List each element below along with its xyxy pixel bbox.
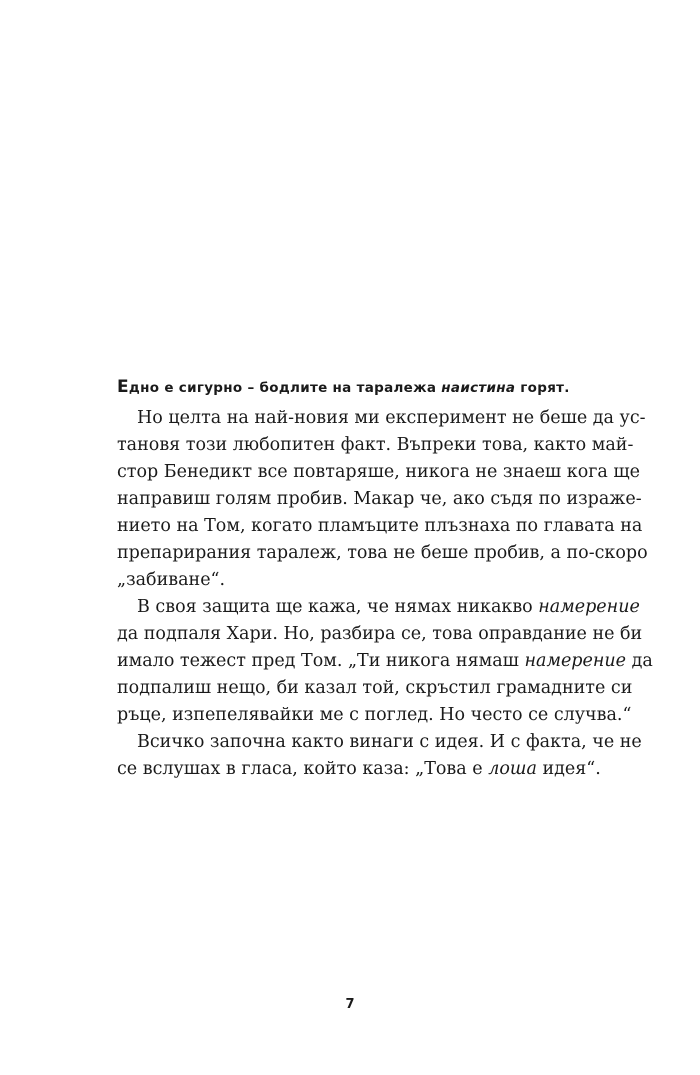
heading-text-2: горят. — [515, 380, 570, 396]
text-run: препарирания таралеж, това не беше пробив, а по-скоро — [117, 543, 648, 563]
text-run: В своя защита ще кажа, че нямах никакво — [137, 597, 539, 617]
text-run: нието на Том, когато пламъците плъзнаха по главата на — [117, 516, 643, 536]
text-line — [117, 702, 632, 729]
text-run: се вслушах в гласа, който каза: „Това е — [117, 759, 489, 779]
page-number: 7 — [345, 997, 355, 1012]
text-line — [117, 459, 641, 486]
text-run: да — [626, 651, 653, 671]
text-run: подпалиш нещо, би казал той, скръстил грамадните си — [117, 678, 633, 698]
text-run: Всичко започна както винаги с идея. И с факта, че не — [137, 732, 642, 752]
chapter-opening-line — [117, 376, 597, 399]
text-line — [117, 405, 646, 432]
text-run: ръце, изпепелявайки ме с поглед. Но често се случва.“ — [117, 705, 632, 725]
text-line — [117, 756, 601, 783]
text-run: направиш голям пробив. Макар че, ако съдя по израже- — [117, 489, 642, 509]
text-run-italic: лоша — [488, 759, 537, 779]
text-line — [117, 675, 633, 702]
text-line — [117, 432, 634, 459]
text-run: тановя този любопитен факт. Въпреки това, както май- — [117, 435, 634, 455]
heading-text-italic: наистина — [441, 380, 516, 396]
text-line — [117, 567, 587, 594]
text-line — [117, 540, 648, 567]
text-run: „забиване“. — [117, 570, 226, 590]
text-run: Но целта на най-новия ми експеримент не беше да ус- — [137, 408, 646, 428]
text-run: идея“. — [536, 759, 601, 779]
text-line — [117, 729, 642, 756]
text-run-italic: намерение — [538, 597, 640, 617]
body-text — [117, 405, 653, 783]
text-run: имало тежест пред Том. „Ти никога нямаш — [117, 651, 525, 671]
text-run: да подпаля Хари. Но, разбира се, това оправдание не би — [117, 624, 643, 644]
text-line — [117, 621, 643, 648]
heading-text-1: дно е сигурно – бодлите на таралежа — [128, 380, 442, 396]
text-line — [117, 513, 643, 540]
text-line — [117, 648, 653, 675]
text-run-italic: намерение — [524, 651, 627, 671]
heading-initial: Е — [117, 377, 129, 397]
text-line — [117, 486, 642, 513]
text-line — [117, 594, 640, 621]
text-run: стор Бенедикт все повтаряше, никога не знаеш кога ще — [117, 462, 641, 482]
